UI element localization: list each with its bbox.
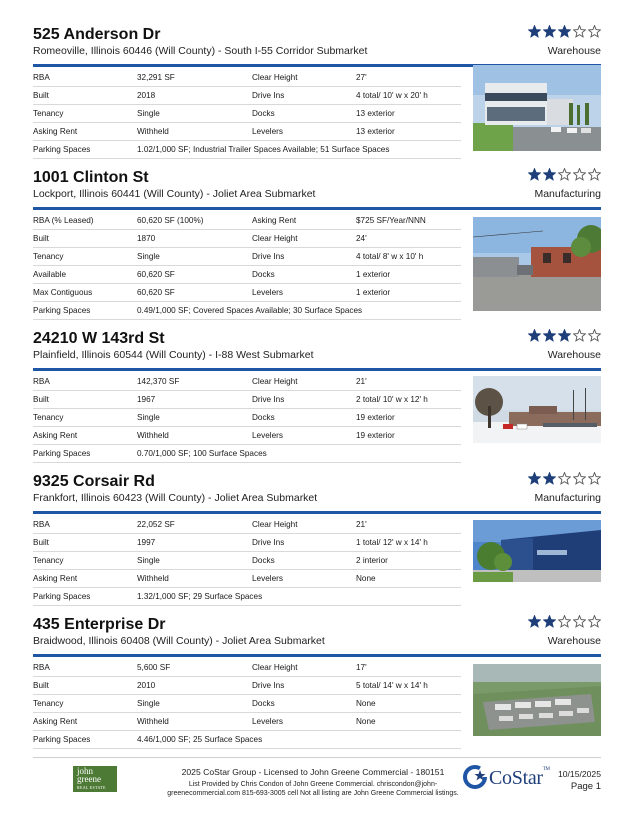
property-photo[interactable] (473, 65, 601, 151)
field-label: Asking Rent (33, 717, 78, 726)
star-filled-icon (543, 615, 556, 628)
star-empty-icon (573, 472, 586, 485)
table-row (33, 87, 461, 105)
field-label: Built (33, 395, 49, 404)
table-row (33, 713, 461, 731)
field-value: 1 total/ 12' w x 14' h (356, 538, 428, 547)
field-label: Tenancy (33, 252, 64, 261)
field-label: Asking Rent (33, 431, 78, 440)
field-label: Levelers (252, 288, 283, 297)
field-label: RBA (33, 520, 50, 529)
star-filled-icon (543, 329, 556, 342)
property-type: Warehouse (547, 635, 601, 647)
table-row (33, 695, 461, 713)
footer-divider (33, 757, 601, 758)
field-label: Levelers (252, 717, 283, 726)
field-label: Tenancy (33, 556, 64, 565)
field-value: 1.02/1,000 SF; Industrial Trailer Spaces Available; 51 Surface Spaces (137, 145, 390, 154)
property-photo[interactable] (473, 217, 601, 311)
field-label: Docks (252, 109, 275, 118)
field-label: Built (33, 538, 49, 547)
property-location: Romeoville, Illinois 60446 (Will County) - South I-55 Corridor Submarket (33, 45, 368, 57)
star-empty-icon (573, 615, 586, 628)
star-rating (528, 168, 601, 181)
costar-logo (463, 765, 553, 791)
field-value: 13 exterior (356, 127, 395, 136)
field-label: Clear Height (252, 520, 298, 529)
field-value: 19 exterior (356, 413, 395, 422)
star-filled-icon (528, 25, 541, 38)
table-row (33, 248, 461, 266)
table-row (33, 69, 461, 87)
logo-text: john (77, 766, 94, 776)
table-row (33, 230, 461, 248)
property-details-table (33, 659, 461, 749)
property-type: Warehouse (547, 45, 601, 57)
table-row (33, 409, 461, 427)
star-rating (528, 25, 601, 38)
field-value: Single (137, 556, 160, 565)
property-location: Lockport, Illinois 60441 (Will County) - Joliet Area Submarket (33, 188, 316, 200)
john-greene-logo (73, 766, 117, 792)
star-filled-icon (543, 168, 556, 181)
section-divider (33, 654, 601, 657)
field-value: 4 total/ 10' w x 20' h (356, 91, 428, 100)
field-label: Built (33, 681, 49, 690)
parking-row (33, 445, 461, 463)
field-label: Parking Spaces (33, 735, 91, 744)
star-empty-icon (588, 472, 601, 485)
license-text: 2025 CoStar Group - Licensed to John Greene Commercial - 180151 (181, 767, 445, 777)
field-value: Single (137, 252, 160, 261)
table-row (33, 427, 461, 445)
property-location: Braidwood, Illinois 60408 (Will County) - Joliet Area Submarket (33, 635, 325, 647)
field-value: 2010 (137, 681, 156, 690)
field-label: Tenancy (33, 413, 64, 422)
field-value: 32,291 SF (137, 73, 175, 82)
field-value: Single (137, 413, 160, 422)
field-label: Levelers (252, 574, 283, 583)
field-value: 0.49/1,000 SF; Covered Spaces Available; 30 Surface Spaces (137, 306, 363, 315)
building-photo-icon (473, 65, 601, 151)
star-rating (528, 615, 601, 628)
field-value: Withheld (137, 431, 169, 440)
section-divider (33, 511, 601, 514)
table-row (33, 373, 461, 391)
property-card (33, 25, 601, 160)
field-value: None (356, 717, 376, 726)
field-value: 22,052 SF (137, 520, 175, 529)
field-value: 0.70/1,000 SF; 100 Surface Spaces (137, 449, 267, 458)
field-label: Parking Spaces (33, 449, 91, 458)
field-value: 4.46/1,000 SF; 25 Surface Spaces (137, 735, 263, 744)
field-value: 5,600 SF (137, 663, 171, 672)
table-row (33, 659, 461, 677)
costar-wordmark (489, 767, 550, 790)
property-card (33, 329, 601, 464)
table-row (33, 212, 461, 230)
field-value: 2 interior (356, 556, 388, 565)
field-label: Docks (252, 270, 275, 279)
star-empty-icon (573, 168, 586, 181)
table-row (33, 266, 461, 284)
field-value: 4 total/ 8' w x 10' h (356, 252, 424, 261)
field-value: Withheld (137, 717, 169, 726)
field-label: Parking Spaces (33, 592, 91, 601)
field-value: 60,620 SF (137, 270, 175, 279)
property-type: Manufacturing (534, 188, 601, 200)
field-value: 1997 (137, 538, 156, 547)
property-card (33, 472, 601, 607)
table-row (33, 552, 461, 570)
field-value: 19 exterior (356, 431, 395, 440)
table-row (33, 284, 461, 302)
star-empty-icon (558, 615, 571, 628)
field-label: RBA (% Leased) (33, 216, 94, 225)
field-label: Asking Rent (33, 127, 78, 136)
field-label: Drive Ins (252, 681, 285, 690)
parking-row (33, 588, 461, 606)
star-filled-icon (528, 472, 541, 485)
page-number: Page 1 (570, 781, 601, 792)
star-filled-icon (558, 329, 571, 342)
property-card (33, 168, 601, 320)
property-photo[interactable] (473, 664, 601, 736)
property-header (33, 25, 601, 61)
field-label: Docks (252, 699, 275, 708)
field-label: Drive Ins (252, 538, 285, 547)
table-row (33, 391, 461, 409)
property-details-table (33, 373, 461, 463)
aerial-photo-icon (473, 664, 601, 736)
field-value: None (356, 699, 376, 708)
property-details-table (33, 69, 461, 159)
field-value: 21' (356, 377, 367, 386)
field-label: Built (33, 91, 49, 100)
field-value: $725 SF/Year/NNN (356, 216, 426, 225)
parking-row (33, 302, 461, 320)
property-photo[interactable] (473, 376, 601, 443)
star-rating (528, 329, 601, 342)
field-value: 17' (356, 663, 367, 672)
field-label: Parking Spaces (33, 306, 91, 315)
field-value: Single (137, 699, 160, 708)
property-details-table (33, 212, 461, 320)
star-empty-icon (573, 25, 586, 38)
table-row (33, 570, 461, 588)
field-label: Tenancy (33, 699, 64, 708)
provider-text: List Provided by Chris Condon of John Greene Commercial. chriscondon@john-greenecommercial.com 815-693-3005 cell Not all listing are John Greene Commercial listings. (167, 781, 459, 797)
star-filled-icon (528, 329, 541, 342)
star-filled-icon (528, 168, 541, 181)
field-label: Levelers (252, 431, 283, 440)
field-label: Drive Ins (252, 395, 285, 404)
field-label: Available (33, 270, 67, 279)
field-label: Docks (252, 413, 275, 422)
field-label: Clear Height (252, 234, 298, 243)
field-value: Withheld (137, 574, 169, 583)
field-label: RBA (33, 377, 50, 386)
field-value: 21' (356, 520, 367, 529)
property-address[interactable]: 435 Enterprise Dr (33, 616, 166, 633)
field-value: 13 exterior (356, 109, 395, 118)
field-label: RBA (33, 73, 50, 82)
field-value: 27' (356, 73, 367, 82)
property-address[interactable]: 525 Anderson Dr (33, 26, 161, 43)
field-value: 2 total/ 10' w x 12' h (356, 395, 428, 404)
property-header (33, 472, 601, 508)
field-label: Clear Height (252, 663, 298, 672)
field-label: Levelers (252, 127, 283, 136)
field-value: 5 total/ 14' w x 14' h (356, 681, 428, 690)
building-photo-icon (473, 520, 601, 582)
property-card (33, 615, 601, 750)
table-row (33, 123, 461, 141)
star-empty-icon (573, 329, 586, 342)
field-value: 1.32/1,000 SF; 29 Surface Spaces (137, 592, 263, 601)
property-header (33, 615, 601, 651)
property-type: Manufacturing (534, 492, 601, 504)
property-location: Plainfield, Illinois 60544 (Will County) - I-88 West Submarket (33, 349, 314, 361)
field-value: 142,370 SF (137, 377, 180, 386)
table-row (33, 516, 461, 534)
costar-star-icon (463, 765, 487, 789)
field-label: Clear Height (252, 377, 298, 386)
star-rating (528, 472, 601, 485)
field-label: Drive Ins (252, 91, 285, 100)
field-value: 2018 (137, 91, 156, 100)
field-value: Single (137, 109, 160, 118)
star-empty-icon (558, 472, 571, 485)
star-empty-icon (588, 168, 601, 181)
table-row (33, 677, 461, 695)
report-date: 10/15/2025 (557, 769, 601, 779)
property-address[interactable]: 9325 Corsair Rd (33, 473, 155, 490)
field-value: 60,620 SF (100%) (137, 216, 204, 225)
field-label: Max Contiguous (33, 288, 93, 297)
field-value: Withheld (137, 127, 169, 136)
parking-row (33, 731, 461, 749)
field-value: 24' (356, 234, 367, 243)
property-header (33, 168, 601, 204)
star-filled-icon (528, 615, 541, 628)
building-photo-icon (473, 376, 601, 443)
field-value: 1 exterior (356, 270, 391, 279)
field-value: 60,620 SF (137, 288, 175, 297)
field-label: Parking Spaces (33, 145, 91, 154)
field-label: Drive Ins (252, 252, 285, 261)
field-label: Built (33, 234, 49, 243)
field-label: Clear Height (252, 73, 298, 82)
field-value: None (356, 574, 376, 583)
property-photo[interactable] (473, 520, 601, 582)
costar-wordmark-text: CoStar (489, 767, 543, 789)
star-empty-icon (588, 329, 601, 342)
field-value: 1870 (137, 234, 156, 243)
page-footer (33, 757, 601, 817)
star-empty-icon (588, 25, 601, 38)
field-label: RBA (33, 663, 50, 672)
property-address[interactable]: 24210 W 143rd St (33, 330, 165, 347)
star-filled-icon (543, 472, 556, 485)
property-type: Warehouse (547, 349, 601, 361)
field-label: Asking Rent (252, 216, 297, 225)
field-label: Tenancy (33, 109, 64, 118)
section-divider (33, 207, 601, 210)
star-empty-icon (558, 168, 571, 181)
logo-text: greene (77, 774, 101, 784)
section-divider (33, 368, 601, 371)
field-value: 1967 (137, 395, 156, 404)
property-details-table (33, 516, 461, 606)
table-row (33, 534, 461, 552)
logo-text: REAL ESTATE (77, 785, 106, 790)
parking-row (33, 141, 461, 159)
star-filled-icon (543, 25, 556, 38)
star-empty-icon (588, 615, 601, 628)
star-filled-icon (558, 25, 571, 38)
property-header (33, 329, 601, 365)
field-label: Asking Rent (33, 574, 78, 583)
building-photo-icon (473, 217, 601, 311)
property-location: Frankfort, Illinois 60423 (Will County) - Joliet Area Submarket (33, 492, 318, 504)
field-value: 1 exterior (356, 288, 391, 297)
table-row (33, 105, 461, 123)
field-label: Docks (252, 556, 275, 565)
trademark-mark: TM (542, 767, 550, 772)
property-address[interactable]: 1001 Clinton St (33, 169, 149, 186)
